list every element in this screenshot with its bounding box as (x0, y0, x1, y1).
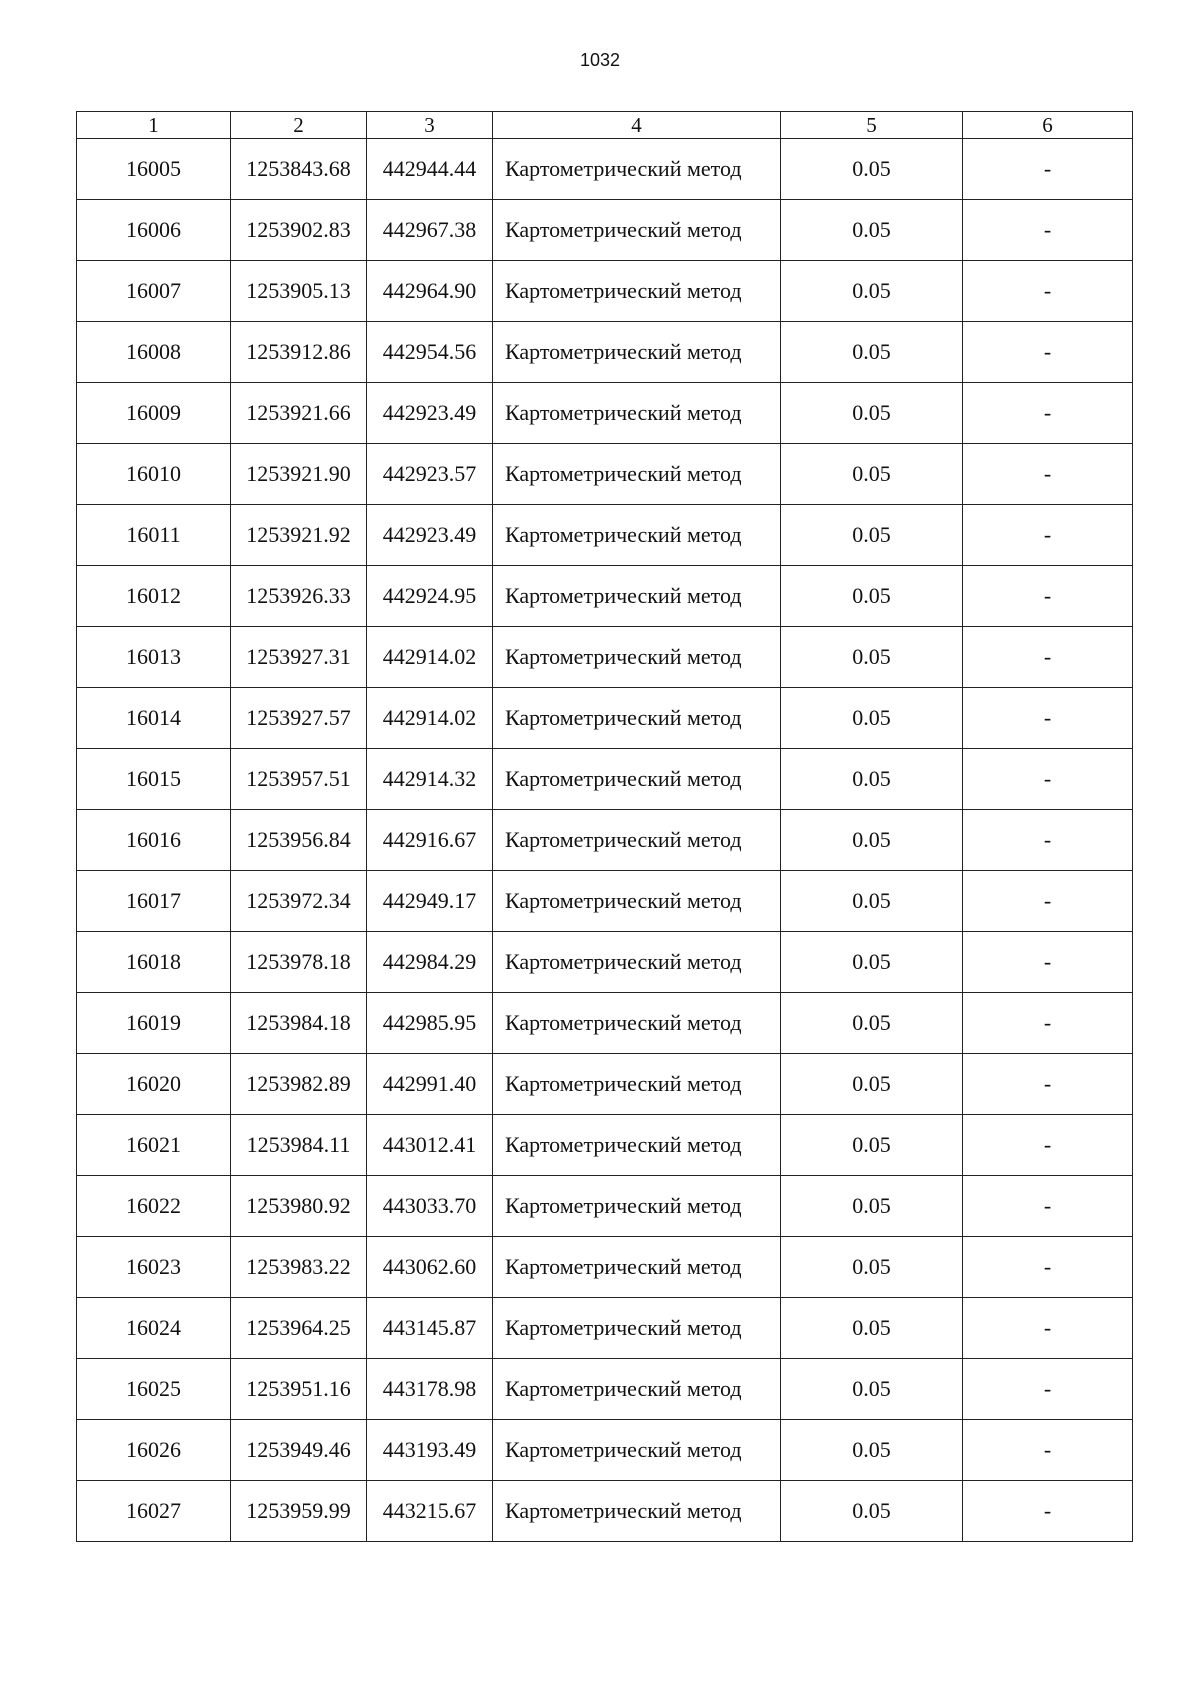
point-number-cell: 16024 (77, 1298, 231, 1359)
note-cell: - (963, 200, 1133, 261)
coordinate-y-cell: 442985.95 (367, 993, 493, 1054)
coordinate-y-cell: 442923.57 (367, 444, 493, 505)
method-cell: Картометрический метод (493, 932, 781, 993)
method-cell: Картометрический метод (493, 139, 781, 200)
coordinate-x-cell: 1253956.84 (231, 810, 367, 871)
coordinates-table (76, 111, 1133, 1542)
point-number-cell: 16016 (77, 810, 231, 871)
coordinate-y-cell: 442964.90 (367, 261, 493, 322)
note-cell: - (963, 322, 1133, 383)
coordinate-x-cell: 1253902.83 (231, 200, 367, 261)
table-row (77, 627, 1133, 688)
point-number-cell: 16018 (77, 932, 231, 993)
table-row (77, 1481, 1133, 1542)
accuracy-cell: 0.05 (781, 1420, 963, 1481)
note-cell: - (963, 1054, 1133, 1115)
method-cell: Картометрический метод (493, 383, 781, 444)
table-row (77, 1115, 1133, 1176)
method-cell: Картометрический метод (493, 627, 781, 688)
accuracy-cell: 0.05 (781, 749, 963, 810)
table-row (77, 810, 1133, 871)
accuracy-cell: 0.05 (781, 383, 963, 444)
table-row (77, 871, 1133, 932)
point-number-cell: 16014 (77, 688, 231, 749)
accuracy-cell: 0.05 (781, 932, 963, 993)
table-row (77, 688, 1133, 749)
note-cell: - (963, 932, 1133, 993)
coordinate-y-cell: 442984.29 (367, 932, 493, 993)
table-row (77, 200, 1133, 261)
coordinate-x-cell: 1253927.57 (231, 688, 367, 749)
note-cell: - (963, 1481, 1133, 1542)
coordinate-y-cell: 443145.87 (367, 1298, 493, 1359)
accuracy-cell: 0.05 (781, 139, 963, 200)
accuracy-cell: 0.05 (781, 1359, 963, 1420)
coordinate-x-cell: 1253926.33 (231, 566, 367, 627)
accuracy-cell: 0.05 (781, 1298, 963, 1359)
accuracy-cell: 0.05 (781, 1054, 963, 1115)
table-row (77, 505, 1133, 566)
header-row (77, 112, 1133, 139)
coordinate-y-cell: 442914.02 (367, 688, 493, 749)
coordinate-y-cell: 442914.02 (367, 627, 493, 688)
point-number-cell: 16022 (77, 1176, 231, 1237)
point-number-cell: 16021 (77, 1115, 231, 1176)
point-number-cell: 16023 (77, 1237, 231, 1298)
coordinate-x-cell: 1253984.11 (231, 1115, 367, 1176)
coordinate-y-cell: 442924.95 (367, 566, 493, 627)
table-header (77, 112, 1133, 139)
coordinate-x-cell: 1253921.92 (231, 505, 367, 566)
point-number-cell: 16025 (77, 1359, 231, 1420)
coordinate-x-cell: 1253949.46 (231, 1420, 367, 1481)
method-cell: Картометрический метод (493, 444, 781, 505)
method-cell: Картометрический метод (493, 322, 781, 383)
table-row (77, 749, 1133, 810)
accuracy-cell: 0.05 (781, 505, 963, 566)
coordinate-y-cell: 442949.17 (367, 871, 493, 932)
coordinate-x-cell: 1253843.68 (231, 139, 367, 200)
coordinate-y-cell: 443033.70 (367, 1176, 493, 1237)
table-row (77, 1420, 1133, 1481)
method-cell: Картометрический метод (493, 1115, 781, 1176)
table-row (77, 1298, 1133, 1359)
table-row (77, 1359, 1133, 1420)
note-cell: - (963, 566, 1133, 627)
point-number-cell: 16010 (77, 444, 231, 505)
coordinate-y-cell: 442923.49 (367, 383, 493, 444)
accuracy-cell: 0.05 (781, 1481, 963, 1542)
note-cell: - (963, 871, 1133, 932)
method-cell: Картометрический метод (493, 200, 781, 261)
header-cell-5: 5 (781, 112, 963, 139)
method-cell: Картометрический метод (493, 688, 781, 749)
table-row (77, 932, 1133, 993)
note-cell: - (963, 505, 1133, 566)
accuracy-cell: 0.05 (781, 1237, 963, 1298)
coordinate-y-cell: 442991.40 (367, 1054, 493, 1115)
coordinate-y-cell: 443215.67 (367, 1481, 493, 1542)
accuracy-cell: 0.05 (781, 1115, 963, 1176)
method-cell: Картометрический метод (493, 1054, 781, 1115)
point-number-cell: 16011 (77, 505, 231, 566)
note-cell: - (963, 139, 1133, 200)
coordinate-y-cell: 443178.98 (367, 1359, 493, 1420)
point-number-cell: 16027 (77, 1481, 231, 1542)
method-cell: Картометрический метод (493, 1481, 781, 1542)
accuracy-cell: 0.05 (781, 627, 963, 688)
table-row (77, 993, 1133, 1054)
coordinate-x-cell: 1253972.34 (231, 871, 367, 932)
coordinate-x-cell: 1253978.18 (231, 932, 367, 993)
point-number-cell: 16013 (77, 627, 231, 688)
note-cell: - (963, 444, 1133, 505)
coordinate-y-cell: 442916.67 (367, 810, 493, 871)
method-cell: Картометрический метод (493, 1237, 781, 1298)
method-cell: Картометрический метод (493, 505, 781, 566)
accuracy-cell: 0.05 (781, 322, 963, 383)
accuracy-cell: 0.05 (781, 261, 963, 322)
coordinate-y-cell: 442914.32 (367, 749, 493, 810)
note-cell: - (963, 627, 1133, 688)
method-cell: Картометрический метод (493, 1176, 781, 1237)
note-cell: - (963, 993, 1133, 1054)
point-number-cell: 16017 (77, 871, 231, 932)
point-number-cell: 16015 (77, 749, 231, 810)
coordinate-x-cell: 1253957.51 (231, 749, 367, 810)
accuracy-cell: 0.05 (781, 810, 963, 871)
coordinate-y-cell: 442954.56 (367, 322, 493, 383)
table-row (77, 1054, 1133, 1115)
method-cell: Картометрический метод (493, 810, 781, 871)
note-cell: - (963, 1298, 1133, 1359)
point-number-cell: 16008 (77, 322, 231, 383)
accuracy-cell: 0.05 (781, 444, 963, 505)
table-row (77, 261, 1133, 322)
point-number-cell: 16020 (77, 1054, 231, 1115)
method-cell: Картометрический метод (493, 1420, 781, 1481)
method-cell: Картометрический метод (493, 749, 781, 810)
header-cell-1: 1 (77, 112, 231, 139)
note-cell: - (963, 1237, 1133, 1298)
note-cell: - (963, 383, 1133, 444)
coordinate-x-cell: 1253905.13 (231, 261, 367, 322)
coordinate-y-cell: 443062.60 (367, 1237, 493, 1298)
coordinate-x-cell: 1253964.25 (231, 1298, 367, 1359)
table-row (77, 383, 1133, 444)
accuracy-cell: 0.05 (781, 871, 963, 932)
table-row (77, 139, 1133, 200)
note-cell: - (963, 749, 1133, 810)
coordinate-x-cell: 1253959.99 (231, 1481, 367, 1542)
method-cell: Картометрический метод (493, 993, 781, 1054)
coordinate-y-cell: 442923.49 (367, 505, 493, 566)
point-number-cell: 16012 (77, 566, 231, 627)
page-number: 1032 (579, 50, 621, 70)
accuracy-cell: 0.05 (781, 688, 963, 749)
table-row (77, 322, 1133, 383)
point-number-cell: 16005 (77, 139, 231, 200)
table-row (77, 566, 1133, 627)
note-cell: - (963, 810, 1133, 871)
accuracy-cell: 0.05 (781, 1176, 963, 1237)
note-cell: - (963, 261, 1133, 322)
note-cell: - (963, 1420, 1133, 1481)
coordinate-x-cell: 1253982.89 (231, 1054, 367, 1115)
method-cell: Картометрический метод (493, 871, 781, 932)
method-cell: Картометрический метод (493, 1359, 781, 1420)
point-number-cell: 16009 (77, 383, 231, 444)
table-row (77, 444, 1133, 505)
note-cell: - (963, 1359, 1133, 1420)
header-cell-4: 4 (493, 112, 781, 139)
coordinate-y-cell: 442944.44 (367, 139, 493, 200)
table-body (77, 139, 1133, 1542)
header-cell-2: 2 (231, 112, 367, 139)
method-cell: Картометрический метод (493, 1298, 781, 1359)
coordinate-y-cell: 442967.38 (367, 200, 493, 261)
point-number-cell: 16007 (77, 261, 231, 322)
table-row (77, 1176, 1133, 1237)
note-cell: - (963, 1176, 1133, 1237)
method-cell: Картометрический метод (493, 566, 781, 627)
coordinate-x-cell: 1253980.92 (231, 1176, 367, 1237)
coordinate-x-cell: 1253912.86 (231, 322, 367, 383)
coordinate-x-cell: 1253921.90 (231, 444, 367, 505)
method-cell: Картометрический метод (493, 261, 781, 322)
coordinate-x-cell: 1253984.18 (231, 993, 367, 1054)
accuracy-cell: 0.05 (781, 993, 963, 1054)
coordinate-x-cell: 1253921.66 (231, 383, 367, 444)
point-number-cell: 16019 (77, 993, 231, 1054)
header-cell-6: 6 (963, 112, 1133, 139)
note-cell: - (963, 688, 1133, 749)
coordinate-x-cell: 1253951.16 (231, 1359, 367, 1420)
table-row (77, 1237, 1133, 1298)
accuracy-cell: 0.05 (781, 200, 963, 261)
note-cell: - (963, 1115, 1133, 1176)
coordinate-y-cell: 443012.41 (367, 1115, 493, 1176)
coordinate-x-cell: 1253983.22 (231, 1237, 367, 1298)
coordinate-x-cell: 1253927.31 (231, 627, 367, 688)
point-number-cell: 16026 (77, 1420, 231, 1481)
coordinate-y-cell: 443193.49 (367, 1420, 493, 1481)
accuracy-cell: 0.05 (781, 566, 963, 627)
point-number-cell: 16006 (77, 200, 231, 261)
header-cell-3: 3 (367, 112, 493, 139)
